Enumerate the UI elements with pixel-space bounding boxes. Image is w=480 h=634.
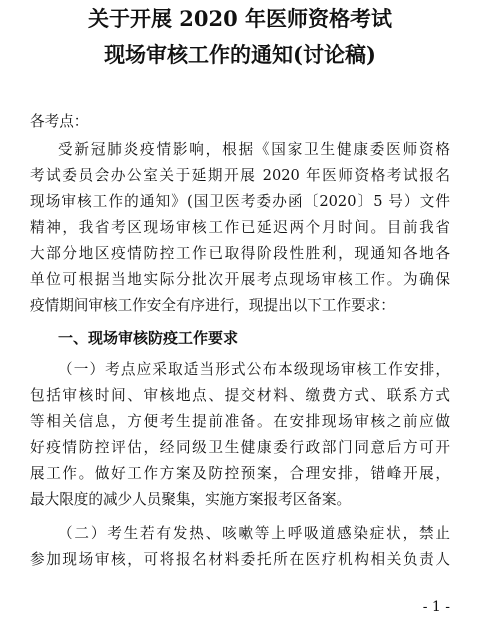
paragraph-1-line: 考试委员会办公室关于延期开展 2020 年医师资格考试报名	[30, 167, 450, 184]
paragraph-3-line: 参加现场审核，可将报名材料委托所在医疗机构相关负责人	[30, 551, 450, 568]
paragraph-2-line: （一）考点应采取适当形式公布本级现场审核工作安排，	[58, 361, 450, 378]
title-line-1: 关于开展 2020 年医师资格考试	[87, 6, 393, 31]
paragraph-2-line: 展工作。做好工作方案及防控预案，合理安排，错峰开展，	[30, 465, 450, 482]
paragraph-3-line: （二）考生若有发热、咳嗽等上呼吸道感染症状，禁止	[58, 525, 450, 542]
salutation: 各考点：	[30, 113, 89, 130]
title-line-2: 现场审核工作的通知(讨论稿)	[104, 42, 376, 67]
paragraph-1-line: 单位可根据当地实际分批次开展考点现场审核工作。为确保	[30, 271, 450, 288]
paragraph-2-line: 好疫情防控评估，经同级卫生健康委行政部门同意后方可开	[30, 439, 450, 456]
paragraph-2-line: 包括审核时间、审核地点、提交材料、缴费方式、联系方式	[30, 387, 450, 404]
paragraph-1-line: 大部分地区疫情防控工作已取得阶段性胜利，现通知各地各	[30, 245, 450, 262]
paragraph-1-line: 精神，我省考区现场审核工作已延迟两个月时间。目前我省	[30, 219, 450, 236]
paragraph-1-line: 疫情期间审核工作安全有序进行，现提出以下工作要求：	[30, 297, 395, 314]
paragraph-1-line: 现场审核工作的通知》(国卫医考委办函〔2020〕5 号）文件	[30, 193, 450, 210]
paragraph-2-line: 等相关信息，方便考生提前准备。在安排现场审核之前应做	[30, 413, 450, 430]
section-heading-1: 一、现场审核防疫工作要求	[58, 329, 239, 347]
page-number: - 1 -	[422, 599, 450, 615]
paragraph-1-line: 受新冠肺炎疫情影响，根据《国家卫生健康委医师资格	[58, 141, 450, 158]
paragraph-2-line: 最大限度的减少人员聚集，实施方案报考区备案。	[30, 491, 352, 508]
